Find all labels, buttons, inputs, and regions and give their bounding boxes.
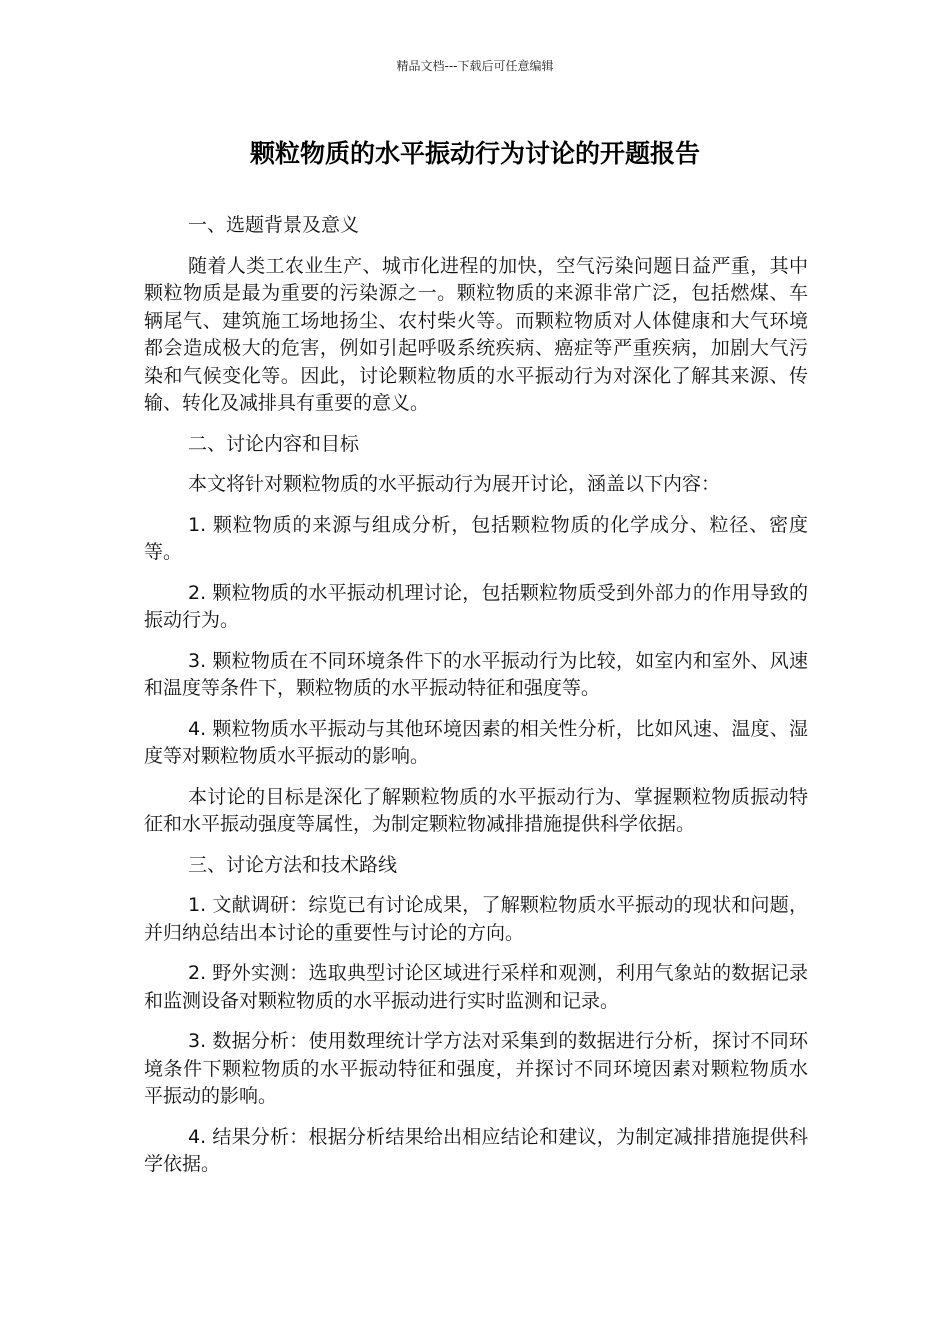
list-item-content-3: 3. 颗粒物质在不同环境条件下的水平振动行为比较，如室内和室外、风速和温度等条件下，颗粒物质的水平振动特征和强度等。 xyxy=(144,649,808,699)
paragraph-goals: 本讨论的目标是深化了解颗粒物质的水平振动行为、掌握颗粒物质振动特征和水平振动强度等属性，为制定颗粒物减排措施提供科学依据。 xyxy=(144,785,808,835)
list-item-method-4: 4. 结果分析：根据分析结果给出相应结论和建议，为制定减排措施提供科学依据。 xyxy=(144,1125,808,1175)
list-item-method-2: 2. 野外实测：选取典型讨论区域进行采样和观测，利用气象站的数据记录和监测设备对颗粒物质的水平振动进行实时监测和记录。 xyxy=(144,962,808,1012)
paragraph-content-intro: 本文将针对颗粒物质的水平振动行为展开讨论，涵盖以下内容： xyxy=(188,473,721,495)
list-item-method-3: 3. 数据分析：使用数理统计学方法对采集到的数据进行分析，探讨不同环境条件下颗粒物质的水平振动特征和强度，并探讨不同环境因素对颗粒物质水平振动的影响。 xyxy=(144,1030,808,1107)
document-title: 颗粒物质的水平振动行为讨论的开题报告 xyxy=(249,139,700,168)
section-heading-background: 一、选题背景及意义 xyxy=(188,214,360,236)
list-item-content-4: 4. 颗粒物质水平振动与其他环境因素的相关性分析，比如风速、温度、湿度等对颗粒物质水平振动的影响。 xyxy=(144,717,808,767)
section-heading-methods: 三、讨论方法和技术路线 xyxy=(188,853,398,876)
paragraph-background: 随着人类工农业生产、城市化进程的加快，空气污染问题日益严重，其中颗粒物质是最为重要的污染源之一。颗粒物质的来源非常广泛，包括燃煤、车辆尾气、建筑施工场地扬尘、农村柴火等。而颗粒物质对人体健康和大气环境都会造成极大的危害，例如引起呼吸系统疾病、癌症等严重疾病，加剧大气污染和气候变化等。因此，讨论颗粒物质的水平振动行为对深化了解其来源、传输、转化及减排具有重要的意义。 xyxy=(144,254,808,414)
document-body xyxy=(144,212,808,1192)
list-item-method-1: 1. 文献调研：综览已有讨论成果，了解颗粒物质水平振动的现状和问题，并归纳总结出本讨论的重要性与讨论的方向。 xyxy=(144,894,808,944)
page-header: 精品文档---下载后可任意编辑 xyxy=(396,59,554,73)
section-heading-content-goals: 二、讨论内容和目标 xyxy=(188,432,360,455)
list-item-content-1: 1. 颗粒物质的来源与组成分析，包括颗粒物质的化学成分、粒径、密度等。 xyxy=(144,513,808,563)
list-item-content-2: 2. 颗粒物质的水平振动机理讨论，包括颗粒物质受到外部力的作用导致的振动行为。 xyxy=(144,581,808,631)
